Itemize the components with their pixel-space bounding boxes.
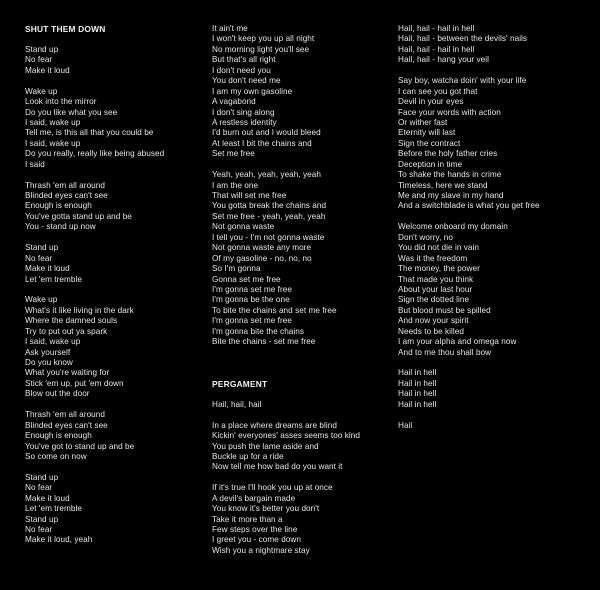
lyric-line: Wish you a nightmare stay — [212, 545, 310, 555]
lyric-line: Set me free — [212, 149, 255, 159]
stanza-break — [398, 358, 588, 368]
lyric-line: But that's all right — [212, 55, 276, 65]
lyric-line: Blow out the door — [25, 389, 90, 399]
lyric-line: Do you know — [25, 358, 73, 367]
lyric-line: A devil's bargain made — [212, 493, 296, 503]
lyric-line: I am your alpha and omega now — [398, 337, 517, 347]
stanza-break — [25, 170, 205, 180]
lyric-line: I am my own gasoline — [212, 86, 293, 96]
lyric-line: I don't sing along — [212, 107, 275, 117]
lyric-line: That will set me free — [212, 191, 287, 200]
lyric-line: Hail in hell — [398, 389, 437, 399]
lyric-line: You gotta break the chains and — [212, 201, 327, 211]
lyric-line: I said — [25, 159, 45, 169]
lyric-line: I am the one — [212, 180, 259, 190]
lyric-line: Sign the contract — [398, 138, 461, 148]
lyric-line: Wake up — [25, 86, 58, 96]
lyric-line: Make it loud — [25, 65, 70, 75]
lyric-line: The money, the power — [398, 264, 480, 274]
lyric-line: You don't need me — [212, 76, 281, 86]
lyric-line: Not gonna waste any more — [212, 243, 312, 253]
lyric-line: Not gonna waste — [212, 222, 275, 232]
lyric-line: No morning light you'll see — [212, 44, 310, 54]
lyric-line: Yeah, yeah, yeah, yeah, yeah — [212, 170, 321, 180]
lyric-line: You know it's better you don't — [212, 504, 320, 514]
lyric-line: Me and my slave in my hand — [398, 191, 504, 200]
lyric-line: Welcome onboard my domain — [398, 222, 508, 232]
lyric-line: To shake the hands in crime — [398, 170, 502, 180]
lyric-line: Don't worry, no — [398, 232, 453, 242]
lyric-line: You - stand up now — [25, 222, 96, 232]
lyric-line: A restless identity — [212, 117, 277, 127]
lyric-line: Let 'em tremble — [25, 274, 82, 284]
lyric-line: What you're waiting for — [25, 368, 110, 378]
lyric-line: Hail, hail - hang your veil — [398, 55, 490, 65]
lyric-line: Stand up — [25, 243, 59, 253]
lyric-line: Buckle up for a ride — [212, 451, 284, 461]
lyric-line: I tell you - I'm not gonna waste — [212, 232, 325, 242]
lyric-line: It ain't me — [212, 24, 248, 33]
lyric-line: I'm gonna set me free — [212, 284, 292, 294]
lyric-line: Gonna set me free — [212, 274, 281, 284]
lyric-line: Blinded eyes can't see — [25, 191, 108, 200]
stanza-break — [25, 34, 205, 44]
lyric-line: Deception in time — [398, 159, 463, 169]
stanza-break — [212, 160, 392, 170]
lyric-line: I greet you - come down — [212, 535, 301, 545]
song-title: PERGAMENT — [212, 378, 268, 389]
lyric-line: And now your spirit — [398, 316, 469, 326]
stanza-break — [212, 410, 392, 420]
stanza-break — [25, 400, 205, 410]
lyric-line: I said, wake up — [25, 337, 81, 347]
lyric-line: Set me free - yeah, yeah, yeah — [212, 211, 326, 221]
lyric-line: Look into the mirror — [25, 97, 97, 107]
lyric-line: Take it more than a — [212, 514, 283, 524]
lyric-line: Hail in hell — [398, 399, 437, 409]
lyric-line: Make it loud — [25, 264, 70, 274]
lyric-line: To bite the chains and set me free — [212, 305, 337, 315]
lyric-line: If it's true I'll hook you up at once — [212, 483, 333, 493]
lyric-line: Wake up — [25, 295, 58, 305]
lyric-line: I said, wake up — [25, 138, 81, 148]
stanza-break — [212, 389, 392, 399]
lyrics-column-2 — [212, 24, 392, 556]
lyric-line: Of my gasoline - no, no, no — [212, 253, 312, 263]
lyric-line: Make it loud, yeah — [25, 535, 93, 545]
lyric-line: About your last hour — [398, 284, 473, 294]
lyric-line: I'm gonna set me free — [212, 316, 292, 326]
lyric-line: Stick 'em up, put 'em down — [25, 378, 124, 388]
lyric-line: Where the damned souls — [25, 316, 118, 326]
lyric-line: Hail, hail - hail in hell — [398, 24, 475, 33]
lyric-line: Eternity will last — [398, 128, 456, 138]
stanza-break — [212, 473, 392, 483]
stanza-break — [25, 76, 205, 86]
lyric-line: Or wither fast — [398, 117, 448, 127]
lyric-line: Kickin' everyones' asses seems too kind — [212, 431, 360, 441]
lyric-line: Say boy, watcha doin' with your life — [398, 76, 527, 86]
lyric-line: You've got to stand up and be — [25, 441, 135, 451]
lyric-line: I won't keep you up all night — [212, 34, 315, 44]
lyric-line: You've gotta stand up and be — [25, 211, 132, 221]
lyric-line: Hail, hail - between the devils' nails — [398, 34, 528, 44]
stanza-break — [398, 66, 588, 76]
stanza-break — [398, 212, 588, 222]
lyric-line: No fear — [25, 253, 53, 263]
lyric-line: That made you think — [398, 274, 474, 284]
lyric-line: I can see you got that — [398, 86, 478, 96]
lyric-line: I said, wake up — [25, 117, 81, 127]
lyric-line: Timeless, here we stand — [398, 180, 488, 190]
lyric-line: Hail in hell — [398, 378, 437, 388]
lyric-line: In a place where dreams are blind — [212, 420, 337, 430]
lyric-line: Ask yourself — [25, 347, 71, 357]
lyric-line: Hail in hell — [398, 368, 437, 378]
lyric-line: Now tell me how bad do you want it — [212, 462, 343, 472]
stanza-break — [212, 348, 392, 358]
lyric-line: Let 'em tremble — [25, 504, 82, 514]
lyric-line: I'm gonna bite the chains — [212, 326, 305, 336]
stanza-break — [398, 410, 588, 420]
lyric-line: I don't need you — [212, 65, 271, 75]
lyric-line: Thrash 'em all around — [25, 180, 105, 190]
stanza-break — [25, 285, 205, 295]
lyric-line: What's it like living in the dark — [25, 305, 134, 315]
lyric-line: Hail — [398, 420, 413, 430]
lyric-line: You push the lame aside and — [212, 441, 319, 451]
lyric-line: Before the holy father cries — [398, 149, 498, 159]
lyric-line: Hail, hail - hail in hell — [398, 44, 475, 54]
lyric-line: But blood must be spilled — [398, 305, 491, 315]
lyric-line: I'd burn out and I would bleed — [212, 128, 321, 138]
lyric-line: Blinded eyes can't see — [25, 420, 108, 430]
lyric-line: A vagabond — [212, 97, 256, 107]
lyric-line: Needs to be killed — [398, 326, 464, 336]
song-title: SHUT THEM DOWN — [25, 24, 106, 34]
lyric-line: Make it loud — [25, 493, 70, 503]
lyric-line: No fear — [25, 525, 53, 534]
lyric-line: Thrash 'em all around — [25, 410, 105, 420]
lyric-line: Try to put out ya spark — [25, 326, 108, 336]
lyrics-column-1 — [25, 24, 205, 546]
lyric-line: Sign the dotted line — [398, 295, 470, 305]
lyric-line: You did not die in vain — [398, 243, 479, 253]
stanza-break — [25, 233, 205, 243]
lyric-line: Stand up — [25, 514, 59, 524]
lyric-line: Bite the chains - set me free — [212, 337, 316, 347]
lyric-line: So I'm gonna — [212, 264, 261, 274]
lyric-line: Do you like what you see — [25, 107, 118, 117]
lyric-line: Devil in your eyes — [398, 97, 464, 107]
lyric-line: Stand up — [25, 44, 59, 54]
lyric-line: So come on now — [25, 451, 87, 461]
lyric-line: Enough is enough — [25, 431, 92, 441]
lyric-line: And a switchblade is what you get free — [398, 201, 540, 211]
lyric-line: And to me thou shall bow — [398, 347, 492, 357]
lyric-line: I'm gonna be the one — [212, 295, 290, 305]
lyric-line: No fear — [25, 55, 53, 65]
lyric-line: Tell me, is this all that you could be — [25, 128, 154, 138]
lyric-line: Do you really, really like being abused — [25, 149, 165, 159]
stanza-break — [212, 358, 392, 368]
lyric-line: Stand up — [25, 472, 59, 482]
lyric-line: Face your words with action — [398, 107, 501, 117]
lyric-line: Hail, hail, hail — [212, 399, 262, 409]
lyric-line: No fear — [25, 483, 53, 493]
lyrics-column-3 — [398, 24, 588, 431]
lyric-line: Was it the freedom — [398, 253, 468, 263]
lyric-line: Few steps over the line — [212, 525, 298, 534]
lyric-line: Enough is enough — [25, 201, 92, 211]
stanza-break — [25, 462, 205, 472]
stanza-break — [212, 368, 392, 378]
lyric-line: At least I bit the chains and — [212, 138, 312, 148]
